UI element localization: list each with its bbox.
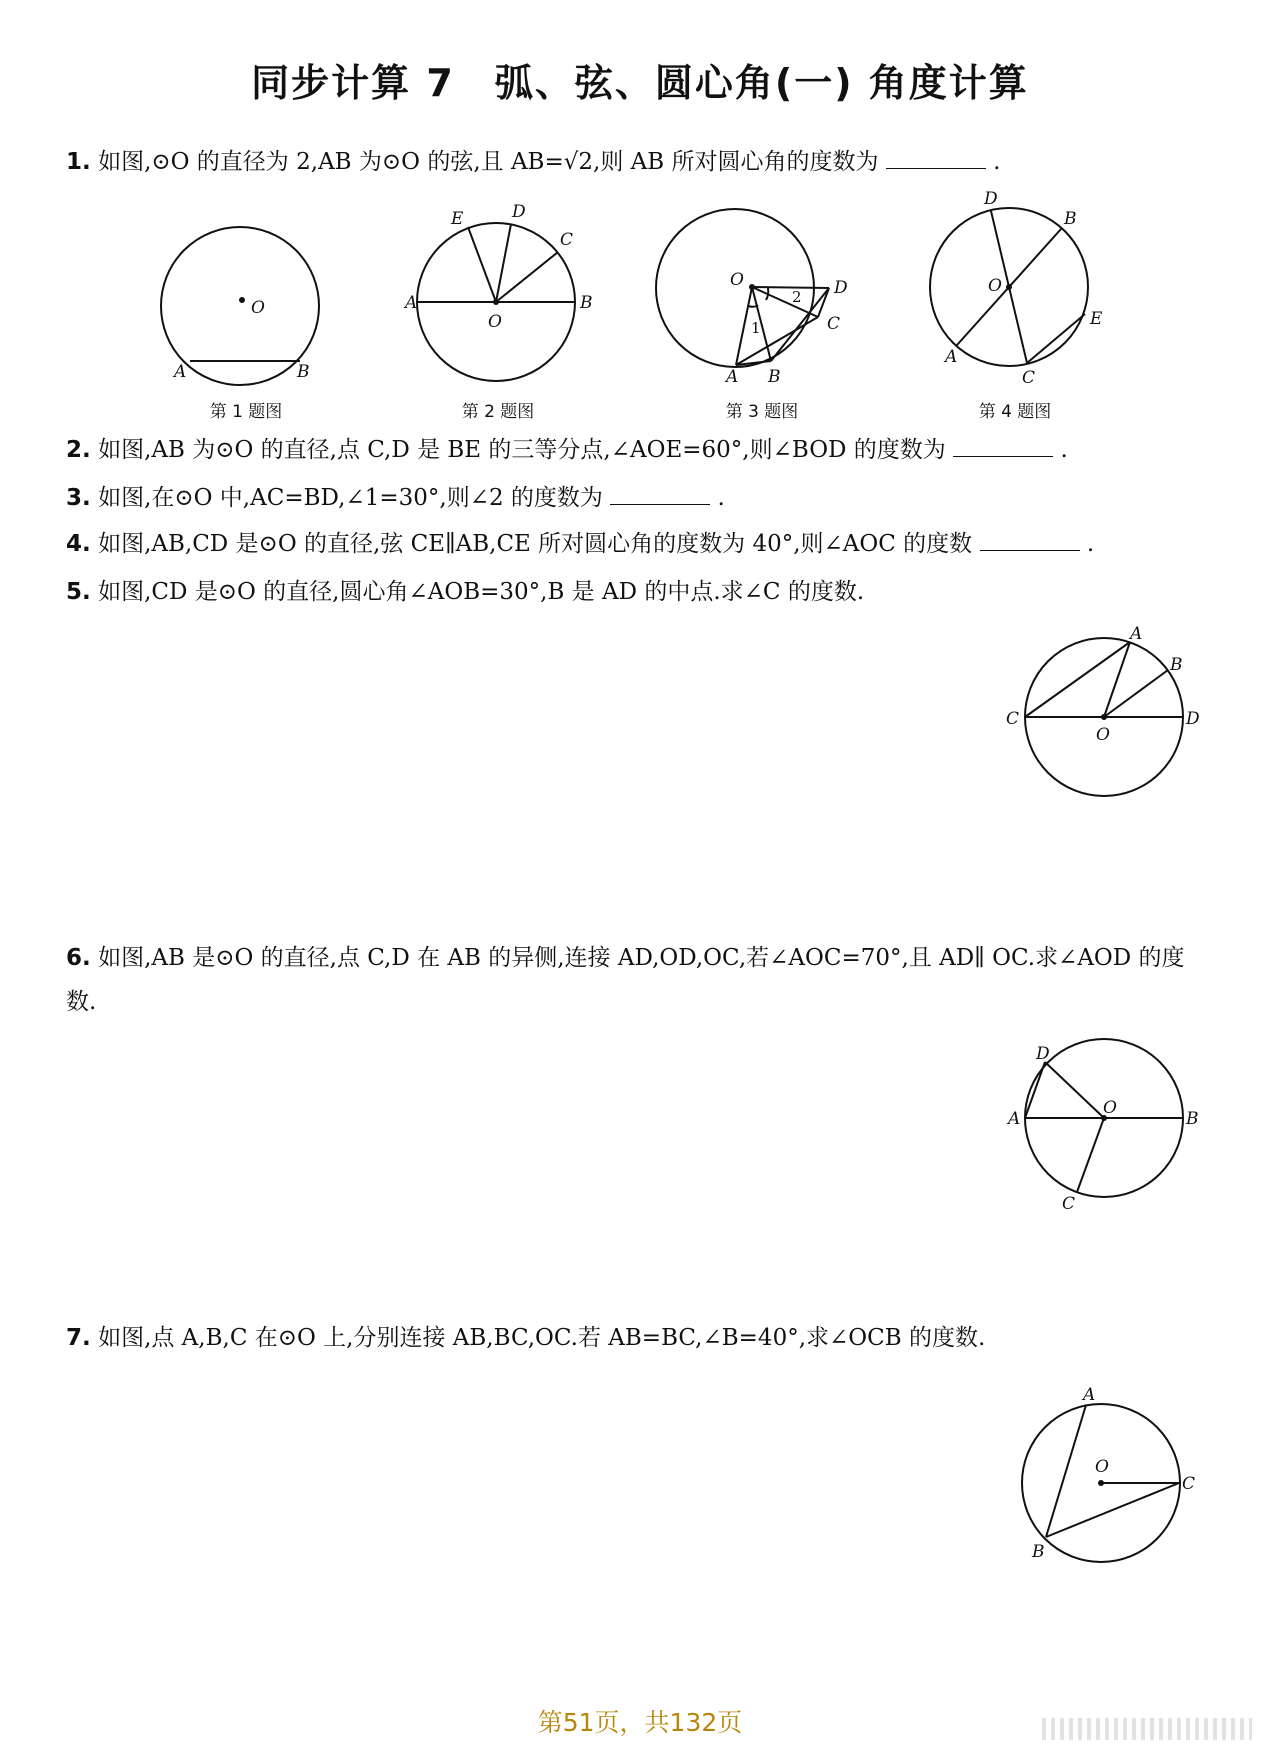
center-point <box>1098 1480 1104 1486</box>
angle-1-arc <box>748 305 758 307</box>
label-o: O <box>730 270 744 290</box>
label-d: D <box>984 189 998 209</box>
figure-5 <box>1000 625 1210 805</box>
label-d: D <box>1036 1044 1050 1064</box>
label-a: A <box>945 347 958 367</box>
segment-od <box>752 287 829 288</box>
question-text: 如图,AB,CD 是⊙O 的直径,弦 CE∥AB,CE 所对圆心角的度数为 40°,则∠AOC 的度数 <box>98 531 973 557</box>
question-number: 7. <box>66 1325 91 1351</box>
center-point <box>239 297 245 303</box>
figure-3 <box>655 205 855 395</box>
label-c: C <box>1006 709 1020 729</box>
figure-2-caption: 第 2 题图 <box>461 402 535 422</box>
center-point <box>749 284 755 290</box>
question-text: 如图,点 A,B,C 在⊙O 上,分别连接 AB,BC,OC.若 AB=BC,∠B=40°,求∠OCB 的度数. <box>98 1325 986 1351</box>
question-text: 如图,AB 为⊙O 的直径,点 C,D 是 BE 的三等分点,∠AOE=60°,则∠BOD 的度数为 <box>98 437 946 463</box>
question-text: 如图,AB 是⊙O 的直径,点 C,D 在 AB 的异侧,连接 AD,OD,OC,若∠AOC=70°,且 AD∥ OC.求∠AOD 的度数. <box>66 945 1185 1015</box>
question-end: . <box>993 149 1001 175</box>
label-c: C <box>1182 1474 1196 1494</box>
chord-bc <box>1046 1483 1179 1537</box>
label-e: E <box>451 209 464 229</box>
label-o: O <box>988 276 1002 296</box>
center-point <box>493 299 499 305</box>
label-a: A <box>1130 624 1143 644</box>
figure-1 <box>160 215 335 395</box>
radius-oe <box>468 227 496 302</box>
label-b: B <box>1170 655 1183 675</box>
label-b: B <box>580 293 593 313</box>
label-b: B <box>1032 1542 1045 1562</box>
question-number: 5. <box>66 579 91 605</box>
question-7 <box>66 1316 1216 1360</box>
question-6 <box>66 936 1211 1024</box>
question-text: 如图,在⊙O 中,AC=BD,∠1=30°,则∠2 的度数为 <box>98 485 603 511</box>
chord-ce <box>1027 314 1085 363</box>
radius-oc <box>496 252 558 302</box>
label-o: O <box>251 298 265 318</box>
label-b: B <box>1064 209 1077 229</box>
radius-oc <box>1077 1118 1104 1192</box>
label-d: D <box>512 202 526 222</box>
page-title: 同步计算 7 弧、弦、圆心角(一) 角度计算 <box>251 61 1029 105</box>
chord-ab <box>1046 1405 1086 1537</box>
figure-4-caption: 第 4 题图 <box>978 402 1052 422</box>
question-5 <box>66 570 1216 614</box>
question-number: 3. <box>66 485 91 511</box>
figure-6 <box>1000 1035 1210 1215</box>
label-b: B <box>1186 1109 1199 1129</box>
question-text: 如图,⊙O 的直径为 2,AB 为⊙O 的弦,且 AB=√2,则 AB 所对圆心角的度数为 <box>98 149 879 175</box>
segment-oa <box>736 287 752 365</box>
chord-ad <box>1025 1062 1045 1118</box>
label-a: A <box>1083 1385 1096 1405</box>
segment-oc <box>752 287 818 317</box>
label-e: E <box>1090 309 1103 329</box>
question-end: . <box>1060 437 1068 463</box>
label-o: O <box>488 312 502 332</box>
answer-blank[interactable] <box>886 146 986 169</box>
question-1 <box>66 140 1216 184</box>
radius-oa <box>1104 642 1130 717</box>
chord-ca <box>1025 642 1130 717</box>
question-2 <box>66 428 1216 472</box>
question-end: . <box>717 485 725 511</box>
chord-dc <box>818 288 829 317</box>
figure-1-caption: 第 1 题图 <box>209 402 283 422</box>
question-text: 如图,CD 是⊙O 的直径,圆心角∠AOB=30°,B 是 AD 的中点.求∠C 的度数. <box>98 579 865 605</box>
radius-od <box>496 224 511 302</box>
chord-ac <box>736 317 818 365</box>
label-a: A <box>405 293 418 313</box>
label-b: B <box>768 367 781 387</box>
radius-od <box>1045 1062 1104 1118</box>
label-d: D <box>834 278 848 298</box>
page-indicator: 第51页，共132页 <box>537 1708 743 1737</box>
figure-3-caption: 第 3 题图 <box>725 402 799 422</box>
label-a: A <box>1008 1109 1021 1129</box>
question-end: . <box>1086 531 1095 557</box>
label-o: O <box>1103 1098 1117 1118</box>
question-3 <box>66 476 1216 520</box>
figure-2 <box>400 202 600 395</box>
figure-4 <box>920 190 1120 390</box>
question-4 <box>66 522 1216 566</box>
label-b: B <box>297 362 310 382</box>
label-c: C <box>1062 1194 1076 1214</box>
label-c: C <box>1022 368 1036 388</box>
figure-7 <box>1015 1385 1215 1575</box>
center-point <box>1006 284 1012 290</box>
answer-blank[interactable] <box>980 528 1080 551</box>
label-d: D <box>1186 709 1200 729</box>
question-number: 1. <box>66 149 91 175</box>
radius-ob <box>1104 670 1168 717</box>
label-c: C <box>560 230 574 250</box>
question-number: 6. <box>66 945 91 971</box>
question-number: 4. <box>66 531 91 557</box>
center-point <box>1101 714 1107 720</box>
label-1: 1 <box>751 319 761 337</box>
label-c: C <box>827 314 841 334</box>
label-2: 2 <box>792 288 802 306</box>
question-number: 2. <box>66 437 91 463</box>
answer-blank[interactable] <box>953 434 1053 457</box>
label-a: A <box>174 362 187 382</box>
label-a: A <box>726 367 739 387</box>
label-o: O <box>1096 725 1110 745</box>
answer-blank[interactable] <box>610 482 710 505</box>
scroll-indicator[interactable] <box>1042 1718 1252 1740</box>
label-o: O <box>1095 1457 1109 1477</box>
